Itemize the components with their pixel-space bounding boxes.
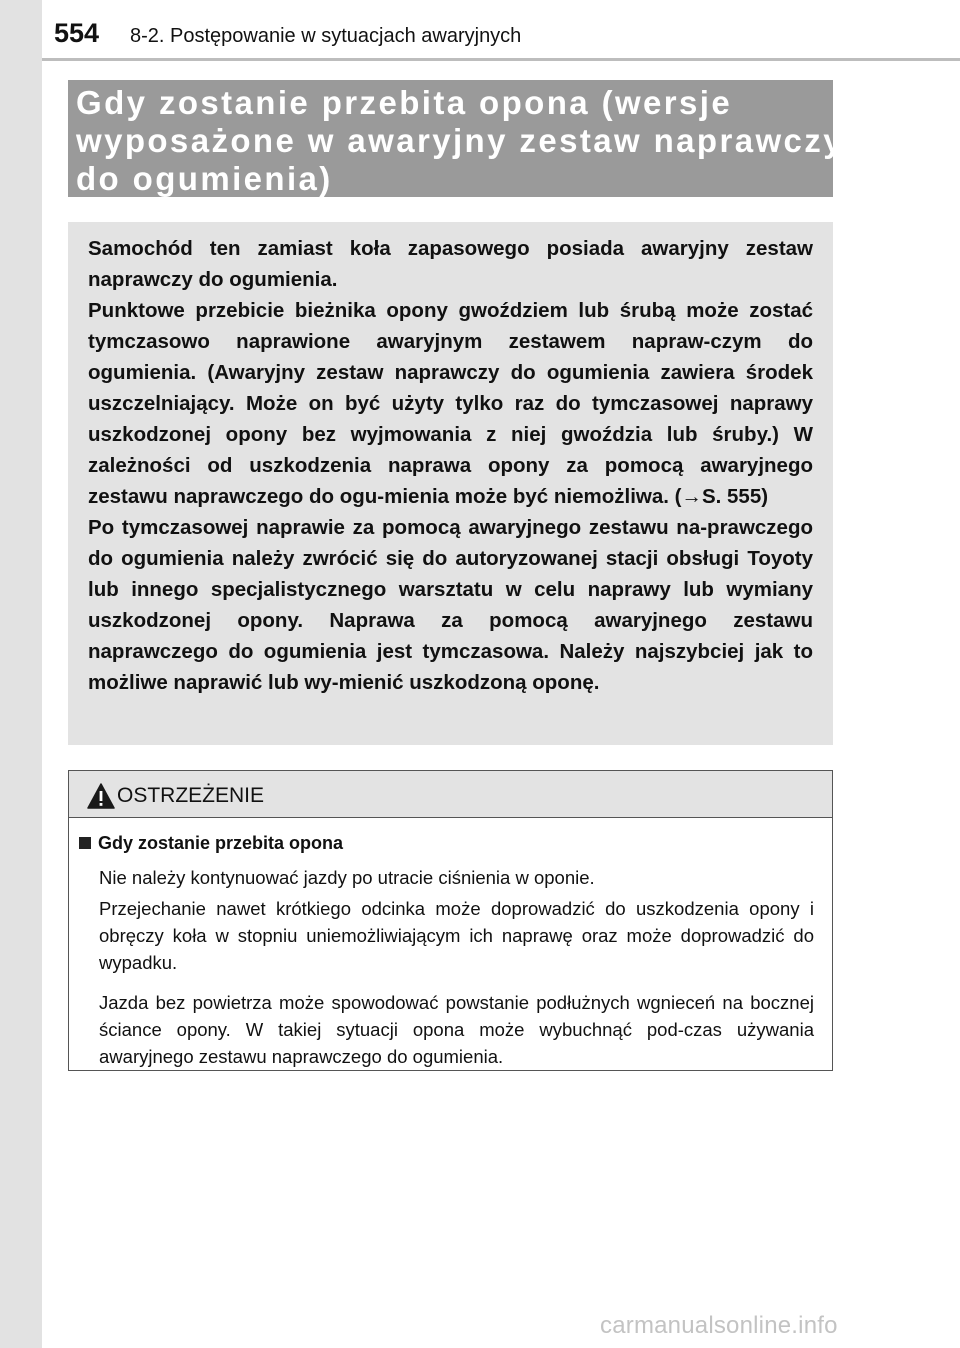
watermark: carmanualsonline.info [600, 1312, 838, 1339]
warning-box [68, 770, 833, 1071]
heading-line: do ogumienia) [76, 160, 333, 197]
heading-line: wyposażone w awaryjny zestaw naprawczy [76, 122, 844, 159]
intro-panel [68, 222, 833, 745]
warning-paragraph: Przejechanie nawet krótkiego odcinka może doprowadzić do uszkodzenia opony i obręczy koła w stopniu uniemożliwiającym ich naprawę oraz może doprowadzić do wypadku. [99, 898, 814, 973]
square-bullet-icon [79, 837, 91, 849]
heading-line: Gdy zostanie przebita opona (wersje [76, 84, 733, 121]
warning-paragraph: Jazda bez powietrza może spowodować powstanie podłużnych wgnieceń na bocznej ściance opony. W takiej sytuacji opona może wybuchnąć pod-czas używania awaryjnego zestawu naprawczego do ogumienia. [99, 992, 814, 1067]
warning-label: OSTRZEŻENIE [117, 784, 265, 807]
page-number: 554 [54, 18, 100, 48]
intro-paragraph: Po tymczasowej naprawie za pomocą awaryjnego zestawu na-prawczego do ogumienia należy zwrócić się do autoryzowanej stacji obsługi Toyoty lub innego specjalistycznego warsztatu w celu naprawy lub wymiany uszkodzonej opony. Naprawa za pomocą awaryjnego zestawu naprawczego do ogumienia jest tymczasowa. Należy najszybciej jak to możliwe naprawić lub wy-mienić uszkodzoną oponę. [88, 516, 813, 694]
warning-triangle-icon [87, 783, 115, 809]
header-divider [42, 58, 960, 61]
warning-subheading-text: Gdy zostanie przebita opona [98, 833, 344, 853]
chapter-heading [68, 80, 844, 197]
intro-paragraph: Punktowe przebicie bieżnika opony gwoździem lub śrubą może zostać tymczasowo naprawione awaryjnym zestawem napraw-czym do ogumienia. (Awaryjny zestaw naprawczy do ogumienia zawiera środek uszczelniający. Może on być użyty tylko raz do tymczasowej naprawy uszkodzonej opony bez wyjmowania z niej gwoździa lub śruby.) W zależności od uszkodzenia naprawa opony za pomocą awaryjnego zestawu naprawczego do ogu-mienia może być niemożliwa. (→S. 555) [88, 299, 813, 508]
section-title: 8-2. Postępowanie w sytuacjach awaryjnych [130, 25, 522, 47]
warning-body [69, 818, 832, 1070]
warning-paragraph: Nie należy kontynuować jazdy po utracie ciśnienia w oponie. [99, 867, 595, 888]
left-margin-strip [0, 0, 42, 1348]
warning-subheading [79, 830, 814, 856]
warning-header [69, 771, 832, 818]
intro-paragraph: Samochód ten zamiast koła zapasowego posiada awaryjny zestaw naprawczy do ogumienia. [88, 237, 813, 291]
